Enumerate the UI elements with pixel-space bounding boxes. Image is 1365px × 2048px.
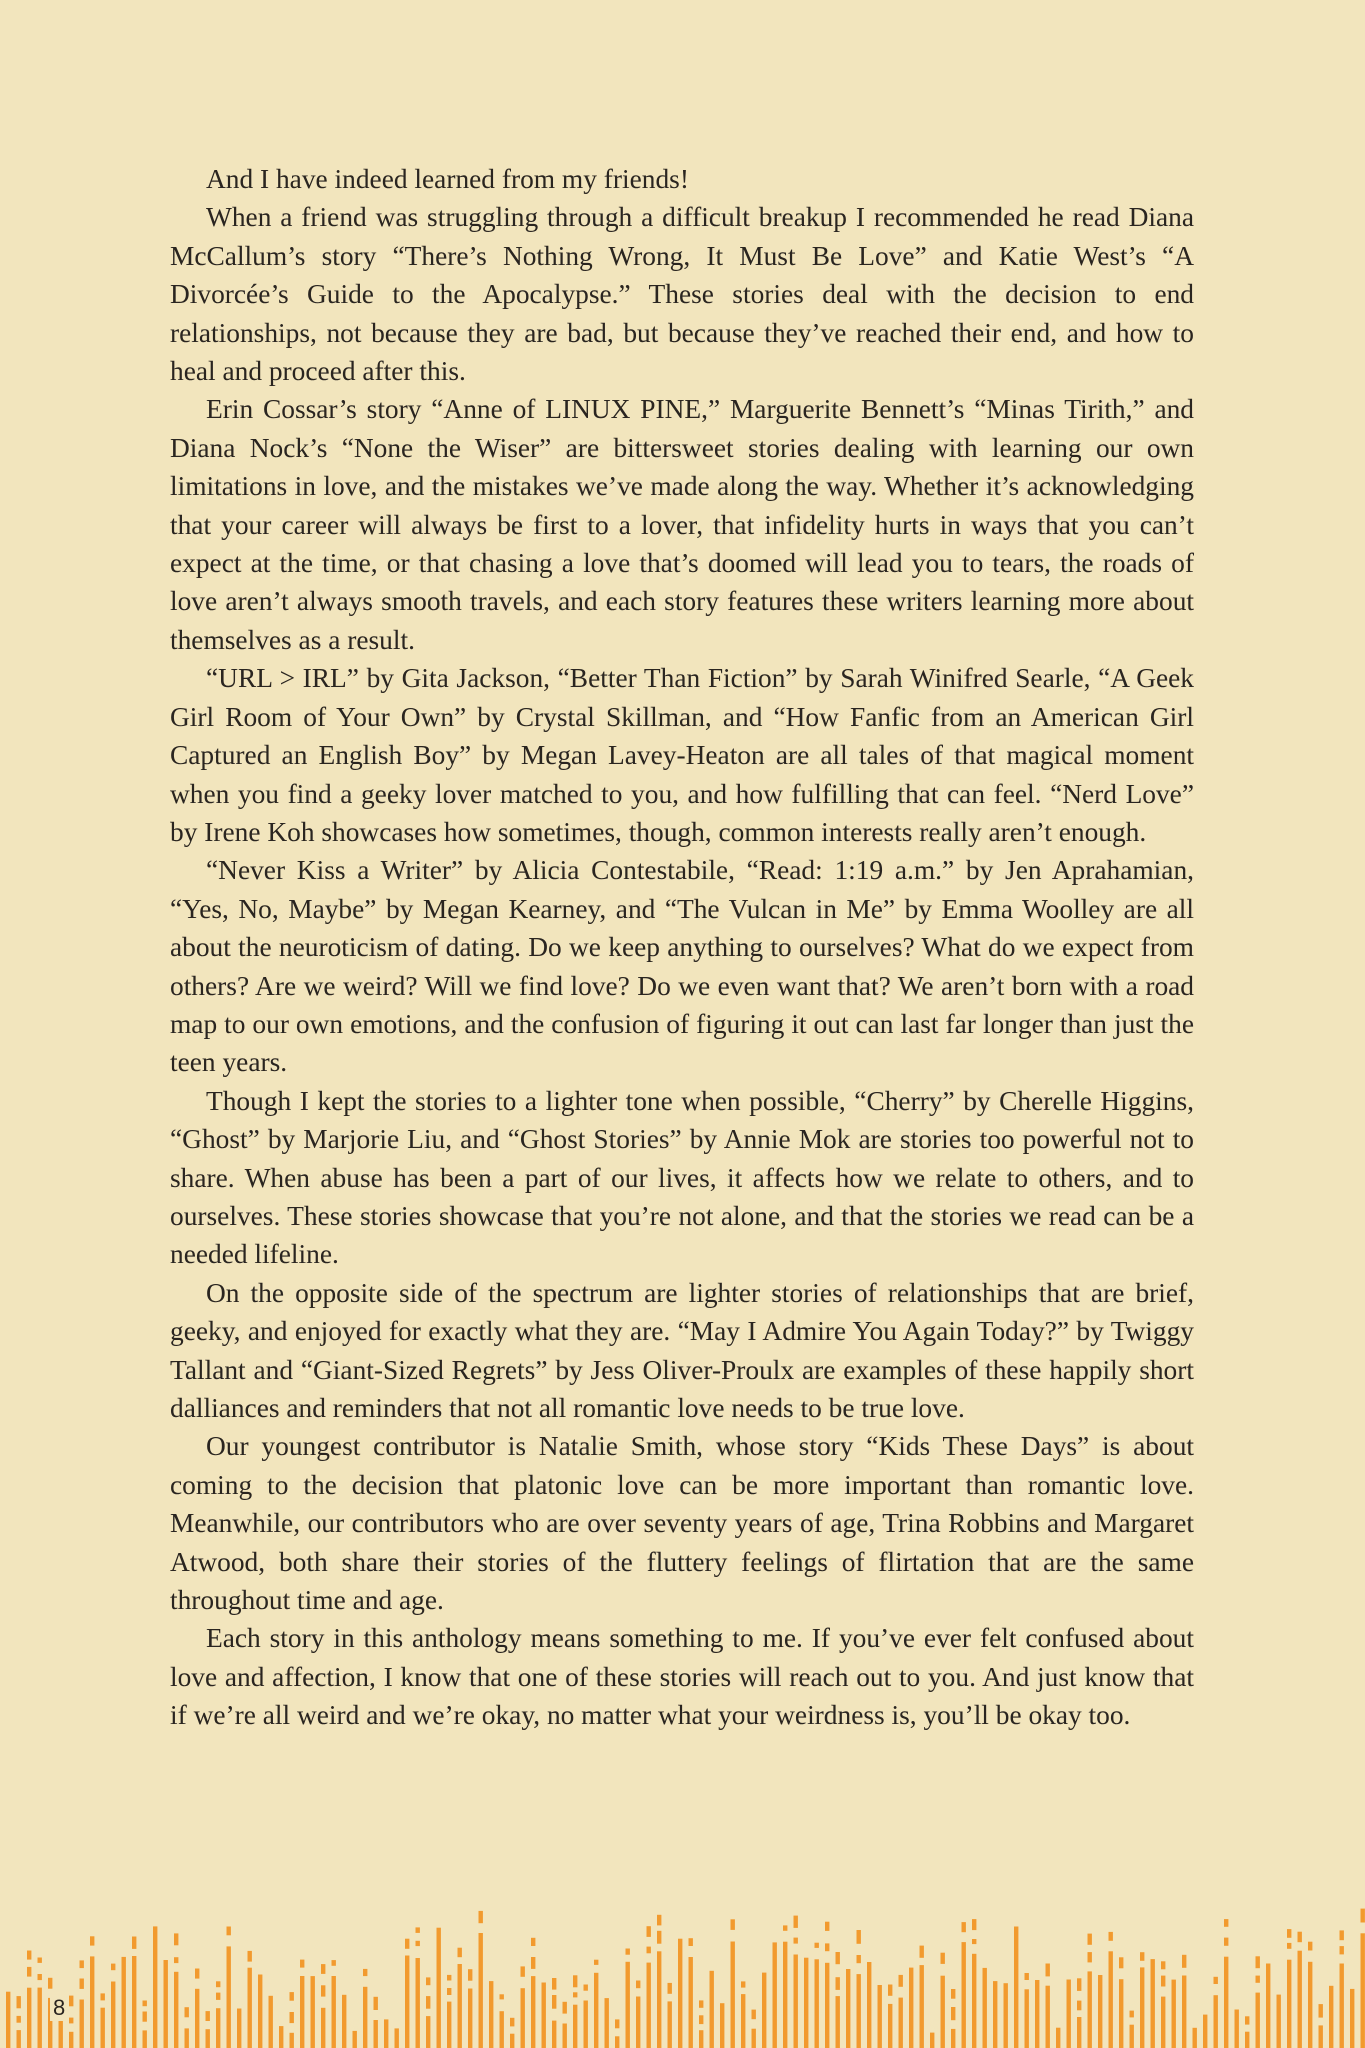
pattern-bar [962, 1942, 966, 2048]
pattern-dash [38, 1974, 42, 1980]
pattern-bar [405, 1956, 409, 2048]
pattern-dash [647, 1926, 651, 1937]
pattern-dash [888, 1985, 892, 1996]
pattern-bar [416, 1958, 420, 2048]
pattern-dash [563, 2002, 567, 2014]
pattern-dash [174, 1933, 178, 1945]
pattern-bar [1088, 1971, 1092, 2048]
pattern-bar [846, 1969, 850, 2048]
pattern-dash [972, 1939, 976, 1944]
pattern-dash [899, 1975, 903, 1987]
pattern-dash [699, 2000, 703, 2007]
pattern-bar [1361, 1933, 1365, 2048]
pattern-bar [1046, 1986, 1050, 2048]
pattern-bar [248, 1968, 252, 2048]
pattern-bar [132, 1956, 136, 2048]
pattern-bar [689, 1957, 693, 2048]
pattern-bar [185, 2028, 189, 2048]
decorative-barcode-pattern [0, 1908, 1365, 2048]
pattern-bar [1035, 1980, 1039, 2048]
pattern-bar [594, 1973, 598, 2048]
pattern-bar [1245, 2032, 1249, 2048]
pattern-dash [38, 1958, 42, 1963]
pattern-dash [573, 1992, 577, 1997]
pattern-bar [1319, 2025, 1323, 2048]
pattern-bar [752, 2029, 756, 2048]
pattern-dash [468, 1969, 472, 1981]
pattern-bar [1298, 1951, 1302, 2048]
pattern-dash [416, 1927, 420, 1933]
pattern-bar [447, 2002, 451, 2048]
body-text [170, 160, 1194, 1735]
pattern-bar [290, 2033, 294, 2048]
pattern-bar [773, 1942, 777, 2048]
pattern-dash [426, 1977, 430, 1985]
pattern-bar [269, 1996, 273, 2048]
pattern-bar [1067, 1980, 1071, 2048]
pattern-bar [1224, 1957, 1228, 2048]
pattern-dash [636, 1981, 640, 1989]
pattern-dash [552, 1978, 556, 1990]
pattern-bar [1014, 1927, 1018, 2048]
pattern-bar [678, 1939, 682, 2048]
pattern-dash [458, 1948, 462, 1958]
pattern-dash [416, 1941, 420, 1946]
pattern-dash [48, 1978, 52, 1989]
pattern-bar [1340, 1964, 1344, 2048]
pattern-dash [500, 1994, 504, 1999]
pattern-bar [647, 1963, 651, 2048]
pattern-bar [384, 2019, 388, 2048]
pattern-bar [720, 2003, 724, 2048]
pattern-dash [1256, 1956, 1260, 1968]
pattern-dash [1109, 1932, 1113, 1941]
pattern-bar [216, 2008, 220, 2048]
pattern-bar [993, 1981, 997, 2048]
pattern-dash [69, 2018, 73, 2024]
pattern-bar [174, 1972, 178, 2048]
pattern-dash [825, 1943, 829, 1951]
pattern-bar [300, 1976, 304, 2048]
paragraph: Though I kept the stories to a lighter tone when possible, “Cherry” by Cherelle Higgins, “Ghost” by Marjorie Liu, and “Ghost Stories” by Annie Mok are stories too powerful not to share. When abuse has been a part of our lives, it affects how we relate to others, and to ourselves. These stories showcase that you’re not alone, and that the stories we read can be a needed lifeline. [170, 1085, 1194, 1270]
pattern-bar [111, 1982, 115, 2048]
pattern-dash [731, 1919, 735, 1930]
pattern-dash [972, 1919, 976, 1930]
pattern-bar [878, 1985, 882, 2048]
pattern-dash [615, 2019, 619, 2028]
pattern-bar [468, 1989, 472, 2048]
pattern-bar [626, 1962, 630, 2048]
pattern-bar [1172, 1980, 1176, 2048]
pattern-bar [195, 1989, 199, 2048]
pattern-dash [185, 2007, 189, 2017]
pattern-bar [668, 2001, 672, 2048]
pattern-dash [857, 1930, 861, 1944]
pattern-dash [1224, 1919, 1228, 1927]
pattern-dash [752, 2010, 756, 2020]
pattern-bar [794, 1955, 798, 2048]
paragraph: And I have indeed learned from my friends! [206, 164, 689, 194]
pattern-dash [647, 1947, 651, 1954]
pattern-bar [489, 1981, 493, 2048]
pattern-bar [363, 1987, 367, 2048]
pattern-bar [332, 1976, 336, 2048]
paragraph: “Never Kiss a Writer” by Alicia Contestabile, “Read: 1:19 a.m.” by Jen Aprahamian, “Yes, No, Maybe” by Megan Kearney, and “The Vulcan in Me” by Emma Woolley are all about the neuroticism of dating. Do we keep anything to ourselves? What do we expect from others? Are we weird? Will we find love? Do we even want that? We aren’t born with a road map to our own emotions, and the confusion of figuring it out can last far longer than just the teen years. [170, 855, 1194, 1078]
pattern-dash [552, 1995, 556, 2009]
pattern-bar [972, 1954, 976, 2048]
pattern-dash [69, 1996, 73, 2007]
pattern-dash [521, 1966, 525, 1976]
pattern-dash [1077, 2001, 1081, 2011]
pattern-bar [479, 1933, 483, 2048]
pattern-bar [1329, 1986, 1333, 2048]
pattern-dash [206, 2011, 210, 2021]
pattern-bar [920, 1965, 924, 2048]
pattern-dash [111, 1964, 115, 1971]
pattern-dash [741, 1981, 745, 1987]
pattern-dash [531, 1957, 535, 1969]
pattern-dash [1088, 1952, 1092, 1962]
pattern-bar [500, 2011, 504, 2048]
pattern-bar [258, 1975, 262, 2048]
pattern-bar [227, 1946, 231, 2048]
pattern-dash [1119, 1957, 1123, 1968]
pattern-bar [1109, 1951, 1113, 2048]
pattern-bar [1130, 2025, 1134, 2048]
pattern-dash [1182, 1955, 1186, 1968]
pattern-dash [90, 1936, 94, 1945]
pattern-bar [1025, 1989, 1029, 2048]
pattern-dash [143, 2001, 147, 2007]
pattern-bar [888, 2004, 892, 2048]
pattern-bar [122, 1957, 126, 2048]
pattern-bar [762, 1973, 766, 2048]
pattern-bar [164, 1960, 168, 2048]
pattern-bar [1098, 1975, 1102, 2048]
pattern-dash [1130, 2011, 1134, 2018]
pattern-dash [1140, 1952, 1144, 1961]
pattern-bar [90, 1956, 94, 2048]
pattern-bar [836, 1996, 840, 2048]
pattern-dash [27, 1951, 31, 1960]
pattern-dash [216, 1993, 220, 2000]
pattern-dash [657, 1915, 661, 1926]
pattern-bar [342, 1995, 346, 2048]
paragraph: Erin Cossar’s story “Anne of LINUX PINE,” Marguerite Bennett’s “Minas Tirith,” and Diana Nock’s “None the Wiser” are bittersweet stories dealing with learning our own limitations in love, and the mistakes we’ve made along the way. Whether it’s acknowledging that your career will always be first to a lover, that infidelity hurts in ways that you can’t expect at the time, or that chasing a love that’s doomed will lead you to tears, the roads of love aren’t always smooth travels, and each story features these writers learning more about themselves as a result. [170, 394, 1194, 655]
pattern-bar [1077, 2017, 1081, 2048]
pattern-bar [1214, 1995, 1218, 2048]
pattern-bar [1256, 1993, 1260, 2048]
pattern-dash [668, 1983, 672, 1994]
pattern-dash [101, 1993, 105, 2000]
pattern-dash [374, 1997, 378, 2010]
pattern-bar [101, 2008, 105, 2048]
pattern-bar [552, 2021, 556, 2048]
pattern-dash [1340, 1946, 1344, 1954]
pattern-dash [479, 1911, 483, 1923]
pattern-bar [80, 2000, 84, 2048]
pattern-bar [563, 2024, 567, 2048]
pattern-bar [1161, 1997, 1165, 2048]
pattern-bar [395, 2028, 399, 2048]
pattern-dash [1287, 1943, 1291, 1949]
pattern-dash [17, 1996, 21, 2008]
pattern-bar [815, 1959, 819, 2048]
pattern-bar [857, 1974, 861, 2048]
pattern-dash [1361, 1909, 1365, 1923]
pattern-dash [300, 1960, 304, 1968]
pattern-dash [363, 1969, 367, 1976]
pattern-bar [542, 1983, 546, 2048]
pattern-dash [1224, 1938, 1228, 1946]
pattern-bar [1004, 1983, 1008, 2048]
pattern-dash [17, 2016, 21, 2023]
pattern-bar [710, 1971, 714, 2048]
pattern-dash [920, 1946, 924, 1958]
pattern-dash [1025, 1973, 1029, 1980]
pattern-bar [930, 2033, 934, 2048]
pattern-bar [321, 2008, 325, 2048]
pattern-bar [153, 1926, 157, 2048]
pattern-dash [321, 1964, 325, 1974]
pattern-dash [332, 1960, 336, 1966]
pattern-dash [290, 1992, 294, 2001]
pattern-dash [1046, 1964, 1050, 1977]
pattern-dash [657, 1931, 661, 1944]
pattern-bar [941, 1976, 945, 2048]
pattern-bar [1119, 1979, 1123, 2048]
pattern-dash [1161, 1976, 1165, 1987]
pattern-dash [1287, 1929, 1291, 1938]
pattern-bar [804, 1958, 808, 2048]
pattern-dash [626, 1949, 630, 1955]
pattern-dash [195, 1969, 199, 1979]
pattern-dash [825, 1922, 829, 1931]
pattern-dash [1340, 1930, 1344, 1940]
pattern-bar [38, 1988, 42, 2048]
pattern-bar [867, 1962, 871, 2048]
pattern-bar [636, 1997, 640, 2048]
pattern-dash [1319, 2004, 1323, 2018]
pattern-bar [899, 1998, 903, 2048]
pattern-dash [321, 1985, 325, 1996]
pattern-dash [510, 2018, 514, 2027]
pattern-dash [1245, 2016, 1249, 2024]
pattern-dash [815, 1943, 819, 1948]
pattern-bar [983, 1968, 987, 2048]
pattern-dash [584, 1985, 588, 1991]
pattern-bar [279, 2026, 283, 2048]
pattern-dash [962, 1922, 966, 1932]
pattern-bar [510, 2034, 514, 2048]
pattern-bar [353, 2031, 357, 2048]
pattern-dash [405, 1939, 409, 1949]
pattern-bar [1308, 1962, 1312, 2048]
pattern-dash [573, 1975, 577, 1987]
pattern-bar [69, 2032, 73, 2048]
pattern-dash [216, 1981, 220, 1987]
pattern-dash [1088, 1934, 1092, 1945]
pattern-bar [1151, 1959, 1155, 2048]
pattern-bar [584, 2001, 588, 2048]
pattern-dash [1256, 1976, 1260, 1983]
pattern-dash [27, 1967, 31, 1977]
pattern-bar [1350, 1989, 1354, 2048]
pattern-bar [615, 2036, 619, 2048]
pattern-dash [794, 1938, 798, 1944]
pattern-dash [290, 2012, 294, 2023]
pattern-dash [1214, 1977, 1218, 1984]
pattern-bar [521, 1988, 525, 2048]
pattern-dash [594, 1960, 598, 1965]
page-number: 8 [50, 1995, 68, 2021]
pattern-bar [1140, 1967, 1144, 2048]
pattern-bar [6, 1992, 10, 2048]
pattern-dash [80, 1960, 84, 1968]
pattern-bar [1203, 2015, 1207, 2048]
paragraph: When a friend was struggling through a difficult breakup I recommended he read Diana McCallum’s story “There’s Nothing Wrong, It Must Be Love” and Katie West’s “A Divorcée’s Guide to the Apocalypse.” These stories deal with the decision to end relationships, not because they are bad, but because they’ve reached their end, and how to heal and proceed after this. [170, 202, 1194, 387]
pattern-dash [941, 1953, 945, 1964]
pattern-bar [374, 2020, 378, 2048]
pattern-dash [836, 1952, 840, 1964]
pattern-dash [80, 1979, 84, 1989]
pattern-dash [143, 2012, 147, 2022]
pattern-bar [825, 1963, 829, 2048]
pattern-dash [426, 1996, 430, 2009]
pattern-bar [1266, 1964, 1270, 2048]
pattern-dash [447, 1988, 451, 1995]
pattern-bar [1287, 1960, 1291, 2048]
pattern-dash [699, 2015, 703, 2024]
pattern-bar [699, 2030, 703, 2048]
pattern-bar [17, 2030, 21, 2048]
pattern-dash [531, 1938, 535, 1946]
pattern-dash [794, 1916, 798, 1928]
paragraph: On the opposite side of the spectrum are lighter stories of relationships that are brief, geeky, and enjoyed for exactly what they are. “May I Admire You Again Today?” by Twiggy Tallant and “Giant-Sized Regrets” by Jess Oliver-Proulx are examples of these happily short dalliances and reminders that not all romantic love needs to be true love. [170, 1277, 1194, 1423]
pattern-bar [311, 1976, 315, 2048]
pattern-bar [458, 1964, 462, 2048]
pattern-dash [1077, 1978, 1081, 1991]
pattern-bar [1056, 2028, 1060, 2048]
paragraph: “URL > IRL” by Gita Jackson, “Better Than Fiction” by Sarah Winifred Searle, “A Geek Girl Room of Your Own” by Crystal Skillman, and “How Fanfic from an American Girl Captured an English Boy” by Megan Lavey-Heaton are all tales of that magical moment when you find a geeky lover matched to you, and how fulfilling that can feel. “Nerd Love” by Irene Koh showcases how sometimes, though, common interests really aren’t enough. [170, 663, 1194, 847]
pattern-dash [836, 1977, 840, 1990]
pattern-bar [1277, 1995, 1281, 2048]
pattern-bar [437, 1928, 441, 2048]
pattern-dash [951, 2007, 955, 2020]
pattern-dash [1298, 1932, 1302, 1943]
pattern-bar [741, 1994, 745, 2048]
pattern-bar [426, 2016, 430, 2048]
pattern-dash [1308, 1942, 1312, 1951]
pattern-dash [951, 1989, 955, 1999]
pattern-bar [951, 2029, 955, 2048]
pattern-dash [132, 1937, 136, 1949]
pattern-dash [447, 1975, 451, 1981]
paragraph: Each story in this anthology means something to me. If you’ve ever felt confused about love and affection, I know that one of these stories will reach out to you. And just know that if we’re all weird and we’re okay, no matter what your weirdness is, you’ll be okay too. [170, 1623, 1194, 1731]
pattern-bar [783, 1942, 787, 2048]
pattern-dash [248, 1951, 252, 1962]
pattern-bar [1193, 2028, 1197, 2048]
pattern-dash [227, 1927, 231, 1936]
pattern-bar [573, 2005, 577, 2048]
pattern-bar [731, 1942, 735, 2048]
pattern-bar [27, 1988, 31, 2048]
pattern-dash [1161, 1961, 1165, 1969]
paragraph: Our youngest contributor is Natalie Smith, whose story “Kids These Days” is about coming to the decision that platonic love can be more important than romantic love. Meanwhile, our contributors who are over seventy years of age, Trina Robbins and Margaret Atwood, both share their stories of the fluttery feelings of flirtation that are the same throughout time and age. [170, 1431, 1194, 1616]
pattern-bar [1235, 2010, 1239, 2048]
pattern-bar [531, 1976, 535, 2048]
pattern-bar [237, 2009, 241, 2048]
pattern-bar [605, 1998, 609, 2048]
pattern-bar [909, 1968, 913, 2048]
pattern-bar [206, 2029, 210, 2048]
pattern-dash [689, 1938, 693, 1946]
pattern-dash [857, 1955, 861, 1963]
pattern-bar [657, 1951, 661, 2048]
pattern-dash [174, 1957, 178, 1963]
pattern-dash [783, 1925, 787, 1930]
pattern-bar [143, 2030, 147, 2048]
pattern-bar [1182, 1976, 1186, 2048]
